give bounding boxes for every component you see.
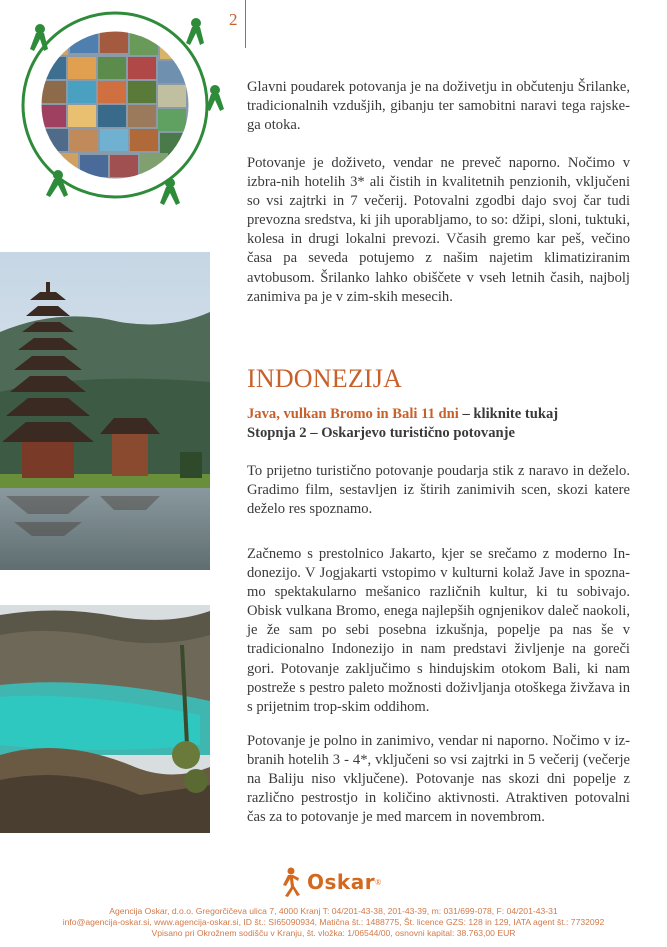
indonesia-paragraph-3: Potovanje je polno in zanimivo, vendar ni naporno. Nočimo v iz-branih hotelih 3 - 4*, vključeni so vsi zajtrki in 5 večerij (večerje na Baliju niso vključene). Potovanje nas skozi dni popelje z različno pestrostjo in količino aktivnosti. Atraktiven potovalni čas za to potovanje je med marcem in novembrom. [247,733,630,826]
indonesia-paragraph-2: Začnemo s prestolnico Jakarto, kjer se srečamo z moderno In-donezijo. V Jogjakarti vstopimo v kulturni kolaž Jave in spozna-mo spektakularno mešanico različnih kultur, ki tu sobivajo. Obisk vulkana Bromo, enega najlepših ognjenikov daleč naokoli, je že sam po sebi posebna izkušnja, popelje pa nas še v tradicionalno Indonezijo in nam predstavi življenje na goreči gori. Potovanje zaključimo s hindujskim otokom Bali, ki nam postreže s pestro paleto možnosti doživljanja otoškega živžava in s prijetnim trop-skim oddihom. [247,546,630,715]
oskar-logo [279,866,389,898]
footer-court-registry: Vpisano pri Okrožnem sodišču v Kranju, št. vložka: 1/06544/00, osnovni kapital: 38.763,00 EUR [151,928,516,938]
tour-link[interactable]: Java, vulkan Bromo in Bali 11 dni [247,406,459,422]
indonesia-paragraph-1: To prijetno turistično potovanje poudarja stik z naravo in deželo. Gradimo film, sestavljen iz štirih zanimivih scen, skozi katere deželo res spoznamo. [247,463,630,518]
logo-text: Oskar [307,870,376,894]
globe-collage-image [10,5,240,225]
click-here-link[interactable]: – kliknite tukaj [458,406,559,422]
crater-lake-photo [0,605,210,833]
oskar-figure-icon [279,867,303,897]
accent-divider-line [245,0,246,48]
footer-registration: info@agencija-oskar.si, www.agencija-oskar.si, ID št.: SI65090934, Matična št.: 1488775, Št. licence GZS: 128 in 129, IATA agent št.: 7732092 [62,917,605,927]
footer-address: Agencija Oskar, d.o.o. Gregorčičeva ulica 7, 4000 Kranj T: 04/201-43-38, 201-43-39, m: 031/699-078, F: 04/201-43-31 [109,906,558,916]
temple-lake-photo [0,252,210,570]
tour-link-line [247,406,558,423]
tour-level: Stopnja 2 – Oskarjevo turistično potovanje [247,425,515,441]
intro-paragraph-2: Potovanje je doživeto, vendar ne preveč naporno. Nočimo v izbra-nih hotelih 3* ali čistih in kvalitetnih penzionih, vključeni so vsi zajtrki in 7 večerij. Potovalni zgodbi dajo svoj čar tudi prevozna sredstva, ki jih uporabljamo, to so: džipi, sloni, tuktuki, kolesa in drugi lokalni prevozi. Včasih gremo kar peš, večino časa pa seveda potujemo z našim najetim klimatiziranim avtobusom. Šrilanko lahko obiščete v vseh letnih časih, najbolj zanimiva pa je v zim-skih mesecih. [247,155,630,305]
indonesia-heading: INDONEZIJA [247,364,403,393]
page-number: 2 [229,10,238,29]
intro-paragraph-1: Glavni poudarek potovanja je na doživetju in občutenju Šrilanke, tradicionalnih vzdušjih, gibanju ter samobitni naravi tega rajske-ga otoka. [247,79,630,134]
registered-mark: ® [375,877,382,887]
